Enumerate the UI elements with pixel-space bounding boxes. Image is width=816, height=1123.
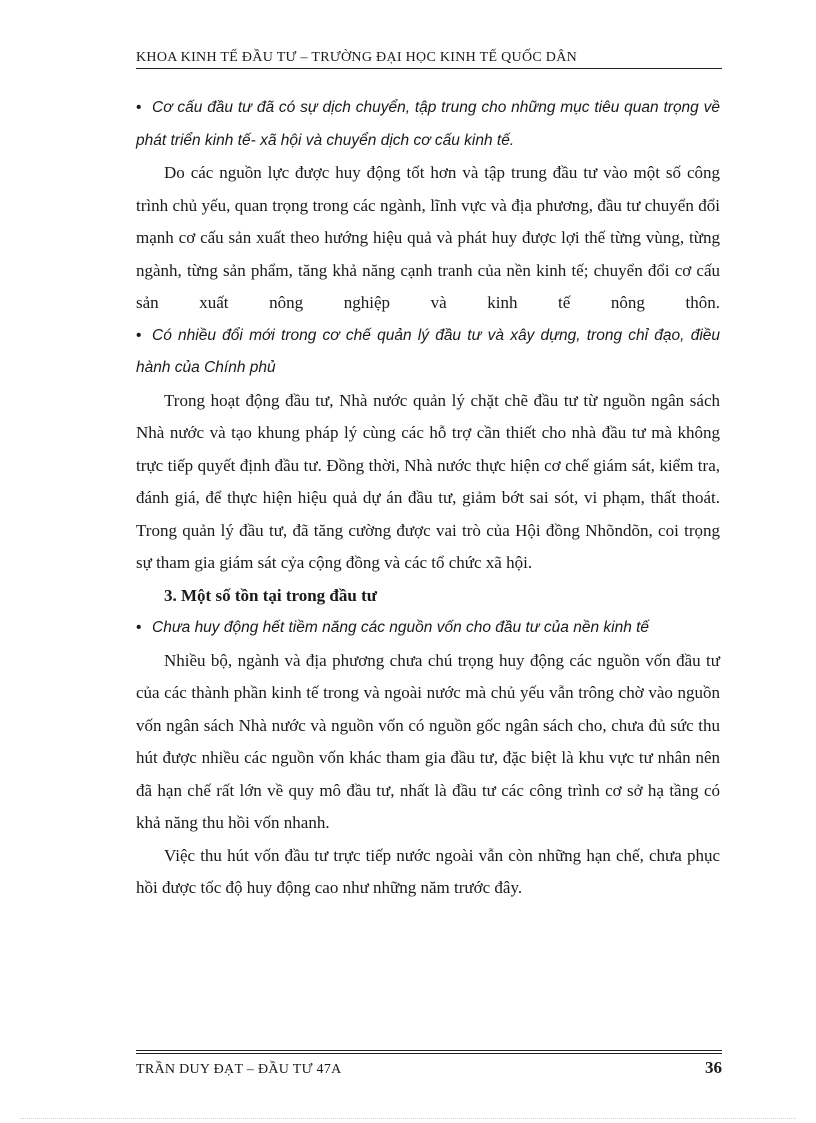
footer-rule bbox=[136, 1053, 722, 1054]
body-paragraph-3: Nhiều bộ, ngành và địa phương chưa chú trọng huy động các nguồn vốn đầu tư của các thành phần kinh tế trong và ngoài nước mà chủ yếu vẫn trông chờ vào nguồn vốn ngân sách Nhà nước và nguồn vốn có nguồn gốc ngân sách cho, chưa đủ sức thu hút được nhiều các nguồn vốn khác tham gia đầu tư, đặc biệt là khu vực tư nhân nên đã hạn chế rất lớn về quy mô đầu tư, nhất là đầu tư các công trình cơ sở hạ tầng có khả năng thu hồi vốn nhanh. bbox=[136, 650, 720, 832]
bullet-icon: • bbox=[136, 326, 142, 344]
body-paragraph-2: Trong hoạt động đầu tư, Nhà nước quản lý chặt chẽ đầu tư từ nguồn ngân sách Nhà nước và tạo khung pháp lý cùng các hỗ trợ cần thiết cho nhà đầu tư mà không trực tiếp quyết định đầu tư. Đồng thời, Nhà nước thực hiện cơ chế giám sát, kiểm tra, đánh giá, để thực hiện hiệu quả dự án đầu tư, giảm bớt sai sót, vi phạm, thất thoát. Trong quản lý đầu tư, đã tăng cường được vai trò của Hội đồng Nhõndõn, coi trọng sự tham gia giám sát cỷa cộng đồng và các tổ chức xã hội. bbox=[136, 390, 720, 572]
body-paragraph-4: Việc thu hút vốn đầu tư trực tiếp nước ngoài vẫn còn những hạn chế, chưa phục hồi được tốc độ huy động cao như những năm trước đây. bbox=[136, 845, 720, 897]
bullet-paragraph-1: • Cơ cấu đầu tư đã có sự dịch chuyển, tập trung cho những mục tiêu quan trọng về phát triển kinh tế- xã hội và chuyển dịch cơ cấu kinh tế. bbox=[136, 92, 720, 157]
bullet-icon: • bbox=[136, 619, 142, 636]
bullet-paragraph-2: • Có nhiều đổi mới trong cơ chế quản lý đầu tư và xây dựng, trong chỉ đạo, điều hành của Chính phủ bbox=[136, 320, 720, 385]
bullet-paragraph-3: • Chưa huy động hết tiềm năng các nguồn vốn cho đầu tư của nền kinh tế bbox=[136, 612, 720, 645]
bullet-icon: • bbox=[136, 99, 142, 116]
footer-row bbox=[136, 1058, 722, 1078]
page-header: KHOA KINH TẾ ĐẦU TƯ – TRƯỜNG ĐẠI HỌC KINH TẾ QUỐC DÂN bbox=[136, 50, 722, 69]
section-heading: 3. Một số tồn tại trong đầu tư bbox=[164, 585, 377, 605]
footer-author: TRẦN DUY ĐẠT – ĐẦU TƯ 47A bbox=[136, 1062, 342, 1077]
footer-rule bbox=[136, 1050, 722, 1051]
page-edge-divider bbox=[20, 1118, 796, 1119]
body-paragraph-1: Do các nguồn lực được huy động tốt hơn và tập trung đầu tư vào một số công trình chủ yếu, quan trọng trong các ngành, lĩnh vực và địa phương, đầu tư chuyển đổi mạnh cơ cấu sản xuất theo hướng hiệu quả và phát huy được lợi thế từng vùng, từng ngành, từng sản phẩm, tăng khả năng cạnh tranh của nền kinh tế; chuyển đổi cơ cấu sản xuất nông nghiệp và kinh tế nông thôn. bbox=[136, 163, 720, 312]
page-footer bbox=[136, 1050, 722, 1078]
page-number: 36 bbox=[705, 1058, 722, 1077]
page-content bbox=[136, 92, 720, 905]
